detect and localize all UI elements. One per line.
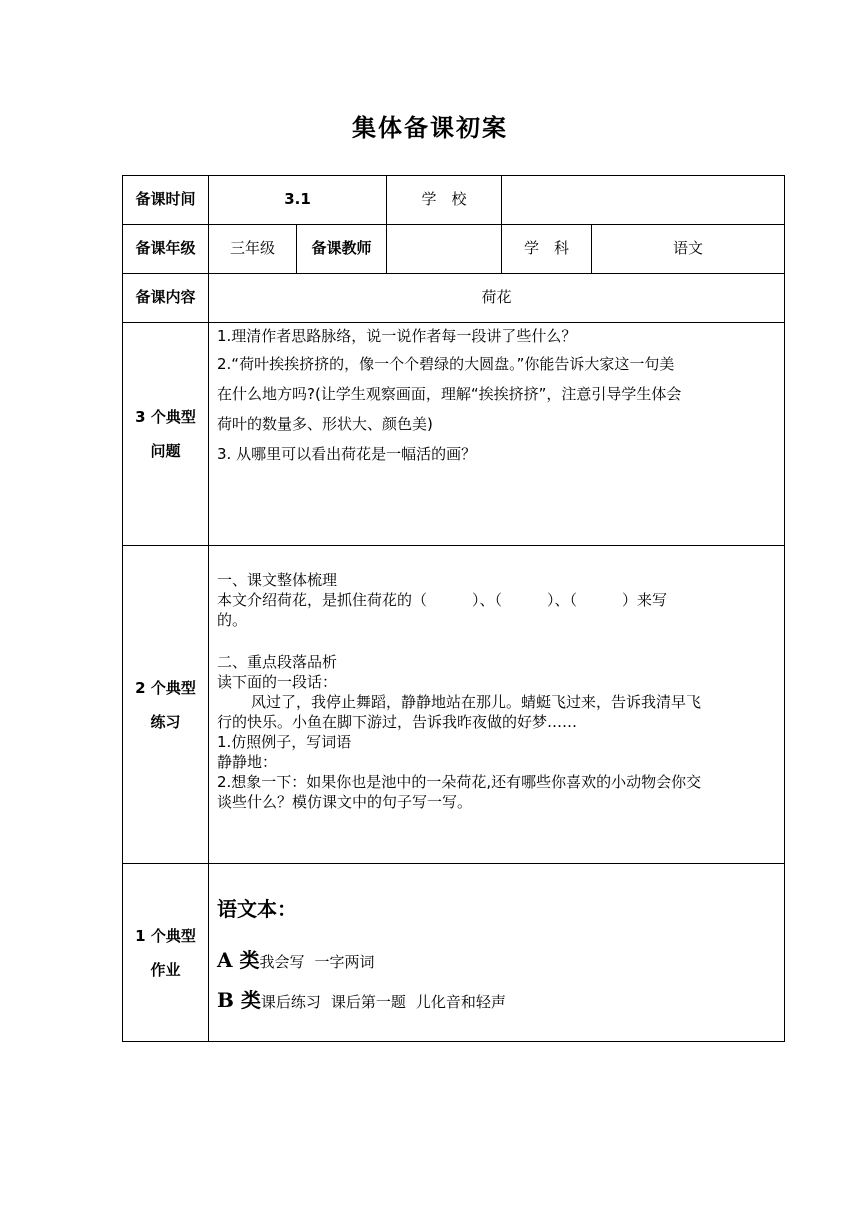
table-row [123, 546, 785, 864]
task-line: 谈些什么？模仿课文中的句子写一写。 [217, 793, 473, 811]
question-line: 1.理清作者思路脉络，说一说作者每一段讲了些什么？ [217, 327, 577, 345]
task-line: 2.想象一下：如果你也是池中的一朵荷花,还有哪些你喜欢的小动物会你交 [217, 773, 702, 791]
homework-a-extra: 一字两词 [314, 953, 375, 971]
homework-label-line1: 1 个典型 [135, 926, 196, 945]
homework-b-tag: B 类 [217, 988, 261, 1012]
table-row [123, 176, 785, 225]
grade-value: 三年级 [209, 225, 297, 274]
homework-a-text: 我会写 [259, 953, 305, 971]
question-line: 3. 从哪里可以看出荷花是一幅活的画？ [217, 445, 477, 463]
time-value: 3.1 [209, 176, 387, 225]
homework-b-text: 课后练习 [260, 993, 321, 1011]
subject-value: 语文 [592, 225, 785, 274]
exercise-line: 读下面的一段话： [217, 673, 338, 691]
question-line: 荷叶的数量多、形状大、颜色美) [217, 415, 433, 433]
lesson-plan-table [122, 175, 785, 1042]
passage-line: 风过了，我停止舞蹈，静静地站在那儿。蜻蜓飞过来，告诉我清早飞 [251, 693, 702, 711]
school-label: 学 校 [387, 176, 502, 225]
questions-label [123, 323, 209, 546]
subject-label: 学 科 [502, 225, 592, 274]
question-line: 2.“荷叶挨挨挤挤的，像一个个碧绿的大圆盘。”你能告诉大家这一句美 [217, 355, 675, 373]
homework-b-extra1: 课后第一题 [330, 993, 406, 1011]
passage-line: 行的快乐。小鱼在脚下游过，告诉我昨夜做的好梦…… [217, 713, 578, 731]
table-row [123, 323, 785, 546]
exercises-label [123, 546, 209, 864]
spacer [217, 630, 778, 652]
question-line: 在什么地方吗?(让学生观察画面，理解“挨挨挤挤”，注意引导学生体会 [217, 385, 682, 403]
table-row [123, 864, 785, 1042]
exercises-label-line1: 2 个典型 [135, 678, 196, 697]
exercise-line: 的。 [217, 611, 248, 629]
page-title: 集体备课初案 [352, 114, 508, 142]
exercises-label-line2: 练习 [150, 712, 181, 731]
table-row [123, 274, 785, 323]
homework-label-line2: 作业 [150, 960, 181, 979]
homework-label [123, 864, 209, 1042]
content-value: 荷花 [209, 274, 785, 323]
exercises-content [209, 546, 785, 864]
homework-a-tag: A 类 [217, 948, 260, 972]
task-line: 静静地： [217, 753, 278, 771]
questions-label-line2: 问题 [150, 442, 181, 460]
task-line: 1.仿照例子，写词语 [217, 733, 352, 751]
content-label: 备课内容 [123, 274, 209, 323]
homework-item-b [217, 980, 778, 1020]
homework-item-a [217, 940, 778, 980]
teacher-value [387, 225, 502, 274]
grade-label: 备课年级 [123, 225, 209, 274]
section-title: 二、重点段落品析 [217, 653, 338, 671]
questions-content [209, 323, 785, 546]
homework-b-extra2: 儿化音和轻声 [415, 993, 506, 1011]
questions-label-line1: 3 个典型 [135, 408, 196, 426]
homework-heading: 语文本： [217, 897, 297, 921]
section-title: 一、课文整体梳理 [217, 571, 338, 589]
exercise-line: 本文介绍荷花，是抓住荷花的（ ）、（ ）、（ ）来写 [217, 591, 668, 609]
teacher-label: 备课教师 [297, 225, 387, 274]
table-row [123, 225, 785, 274]
time-label: 备课时间 [123, 176, 209, 225]
school-value [502, 176, 785, 225]
homework-content [209, 864, 785, 1042]
